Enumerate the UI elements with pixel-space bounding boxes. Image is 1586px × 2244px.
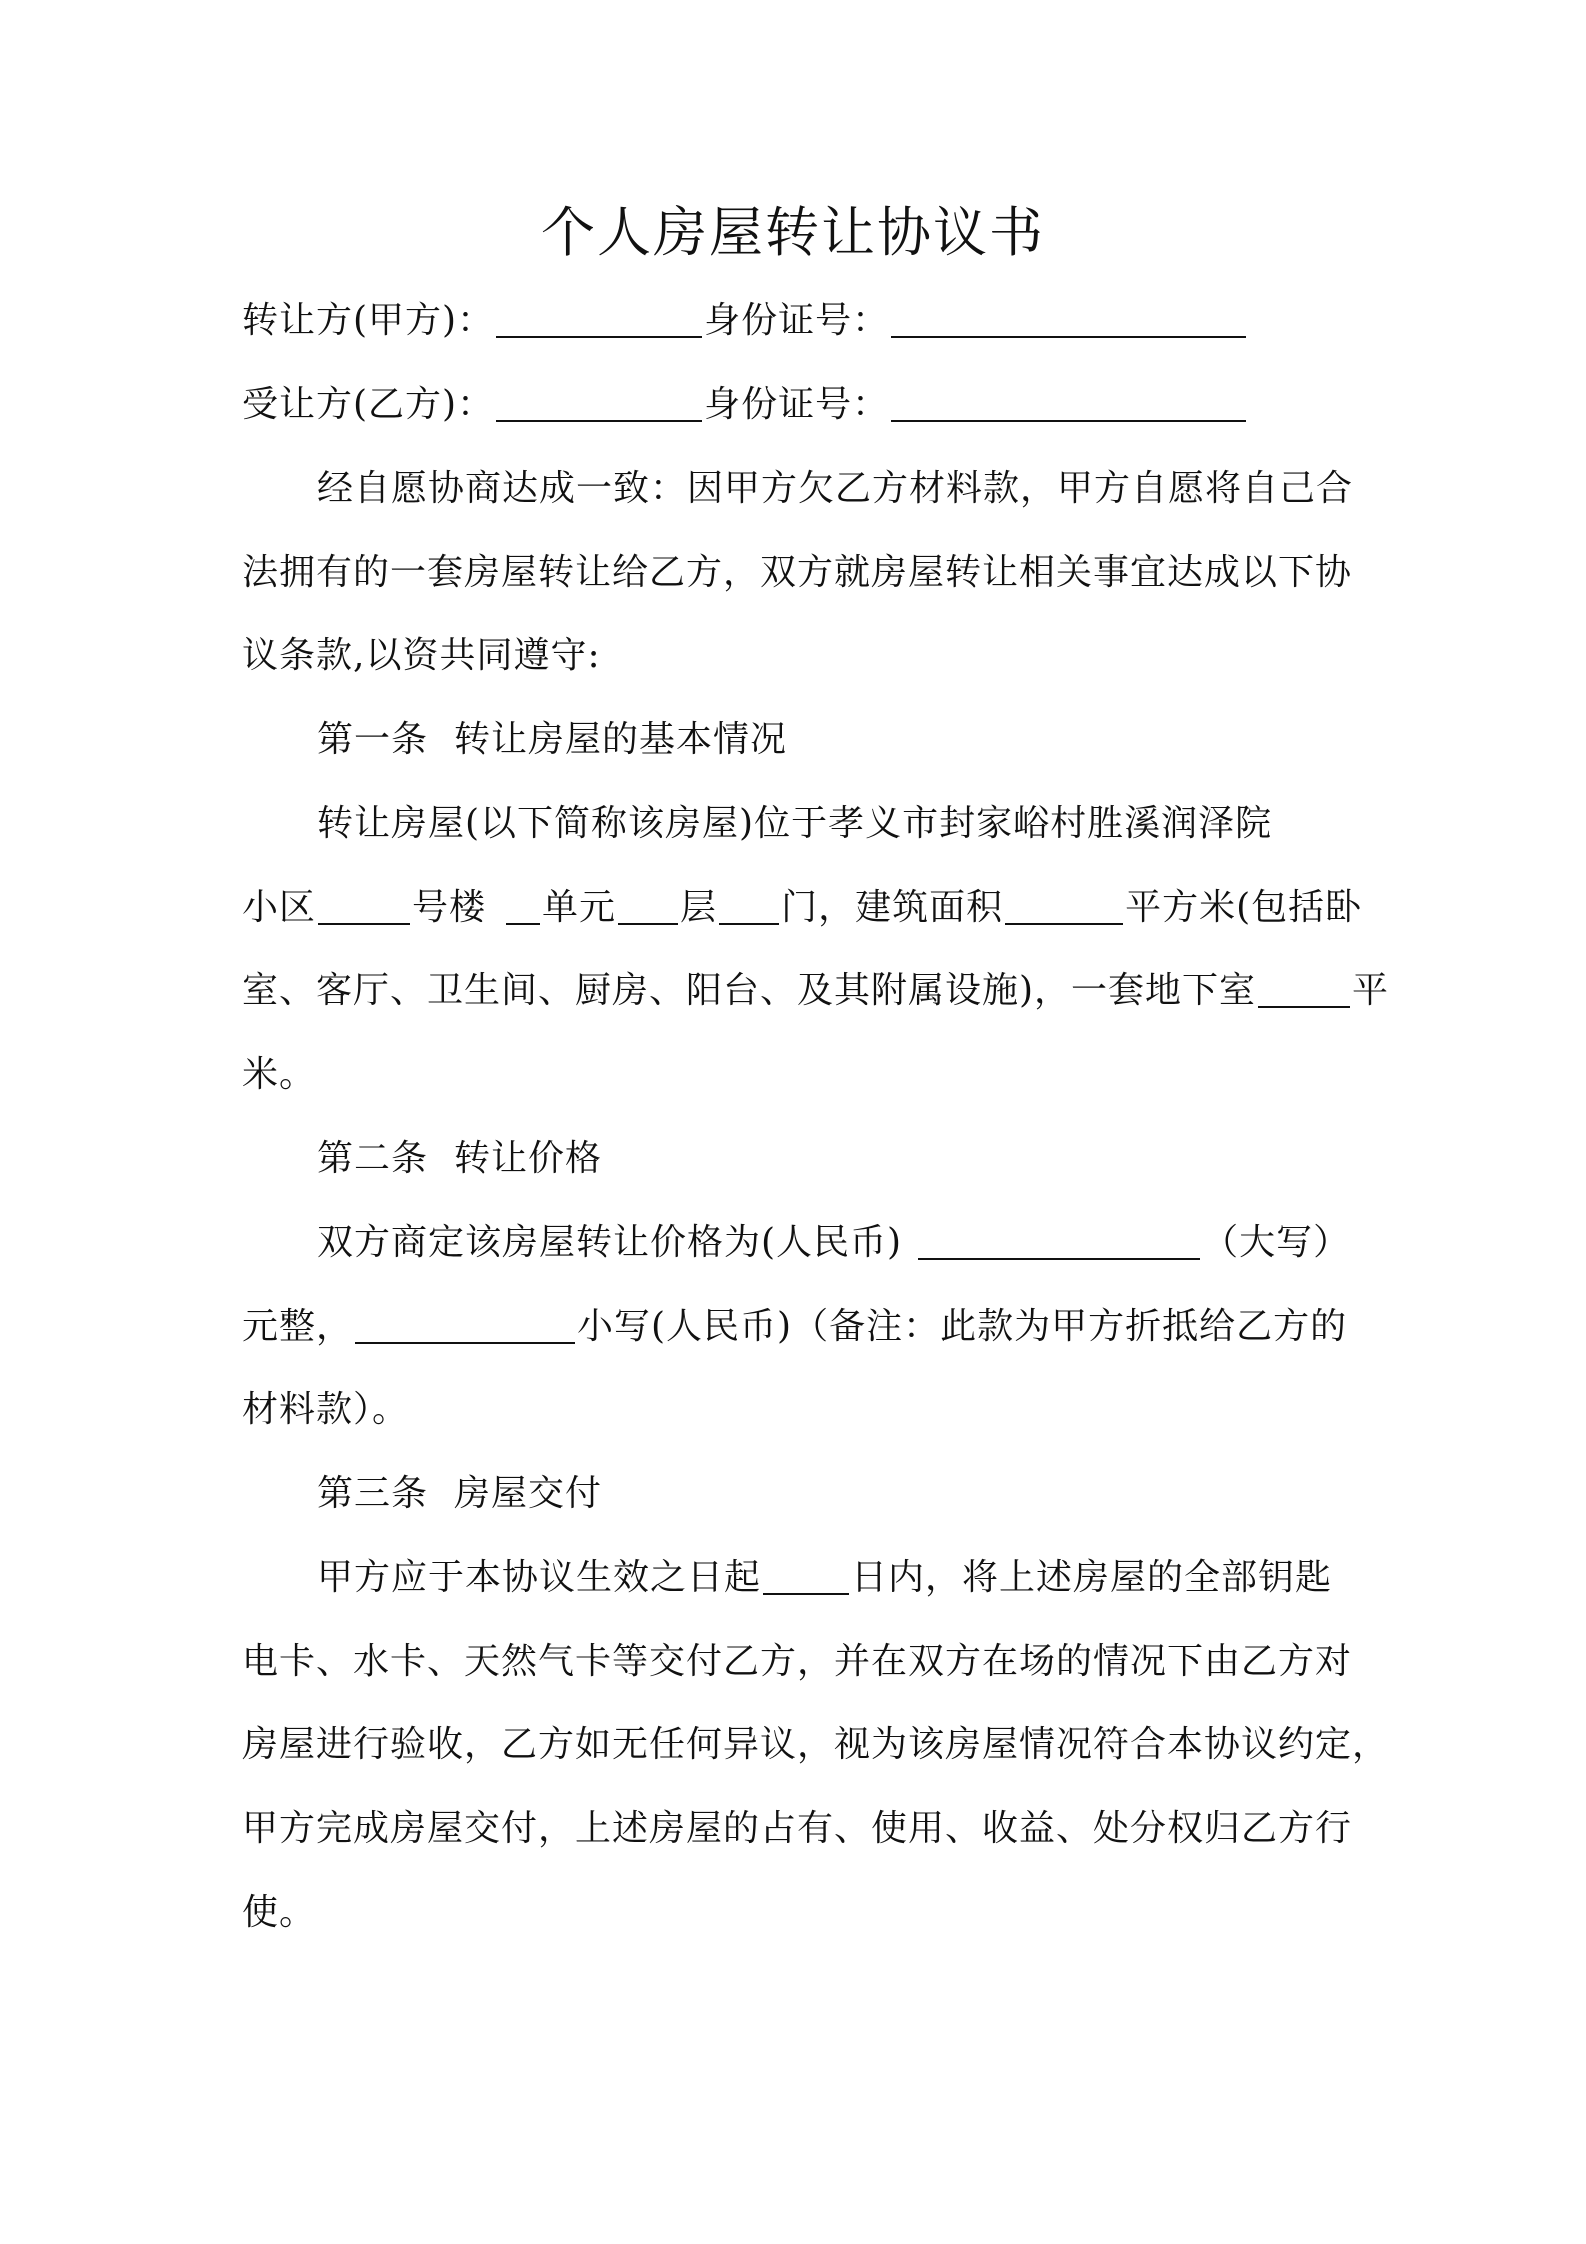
article2-title: 转让价格 — [454, 1138, 603, 1179]
transferor-name-blank[interactable] — [496, 302, 702, 338]
transferor-id-blank[interactable] — [891, 302, 1246, 338]
article1-number: 第一条 — [317, 719, 429, 760]
article2-line-1 — [317, 1218, 1350, 1268]
article2-text-price: 双方商定该房屋转让价格为(人民币) — [317, 1222, 903, 1263]
article1-line-3 — [242, 966, 1389, 1016]
article1-text-floor: 层 — [680, 887, 718, 928]
article1-line-1: 转让房屋(以下简称该房屋)位于孝义市封家峪村胜溪润泽院 — [317, 803, 1273, 844]
article1-line-2 — [242, 883, 1362, 933]
transferee-label: 受让方(乙方)： — [242, 384, 495, 425]
document-title: 个人房屋转让协议书 — [541, 201, 1045, 264]
article2-text-lowercase: 小写(人民币)（备注：此款为甲方折抵给乙方的 — [577, 1306, 1348, 1347]
transferor-label: 转让方(甲方)： — [242, 300, 495, 341]
article1-heading — [317, 715, 787, 765]
transferor-line — [242, 296, 1248, 346]
article1-text-community: 小区 — [242, 887, 317, 928]
price-uppercase-blank[interactable] — [918, 1224, 1200, 1260]
article2-text-yuan: 元整， — [242, 1306, 354, 1347]
area-blank[interactable] — [1005, 889, 1123, 925]
article1-text-sqm: 平方米(包括卧 — [1125, 887, 1363, 928]
price-lowercase-blank[interactable] — [355, 1308, 575, 1344]
article2-line-2 — [242, 1302, 1347, 1352]
article3-line-1 — [317, 1553, 1332, 1603]
transferor-id-label: 身份证号： — [704, 300, 890, 341]
article3-text-effective: 甲方应于本协议生效之日起 — [317, 1557, 762, 1598]
article2-number: 第二条 — [317, 1138, 429, 1179]
article1-text-rooms: 室、客厅、卫生间、厨房、阳台、及其附属设施)，一套地下室 — [242, 970, 1257, 1011]
preamble-line-2: 法拥有的一套房屋转让给乙方，双方就房屋转让相关事宜达成以下协 — [242, 552, 1353, 593]
article1-text-area: 门，建筑面积 — [781, 887, 1004, 928]
article3-heading — [317, 1469, 602, 1519]
article3-title: 房屋交付 — [454, 1473, 603, 1514]
preamble-line-1: 经自愿协商达成一致：因甲方欠乙方材料款，甲方自愿将自己合 — [317, 468, 1354, 509]
article3-line-3: 房屋进行验收，乙方如无任何异议，视为该房屋情况符合本协议约定， — [242, 1724, 1390, 1765]
article1-text-building: 号楼 — [412, 887, 487, 928]
door-blank[interactable] — [719, 889, 779, 925]
unit-blank[interactable] — [506, 889, 540, 925]
transferee-id-blank[interactable] — [891, 386, 1246, 422]
transferee-id-label: 身份证号： — [704, 384, 890, 425]
article2-heading — [317, 1134, 602, 1184]
building-number-blank[interactable] — [318, 889, 410, 925]
basement-area-blank[interactable] — [1258, 972, 1350, 1008]
floor-blank[interactable] — [618, 889, 678, 925]
article2-line-3: 材料款）。 — [242, 1389, 410, 1430]
article1-title: 转让房屋的基本情况 — [454, 719, 788, 760]
article1-text-unit: 单元 — [542, 887, 617, 928]
transferee-name-blank[interactable] — [496, 386, 702, 422]
transferee-line — [242, 380, 1248, 430]
article3-text-days: 日内，将上述房屋的全部钥匙 — [851, 1557, 1333, 1598]
article1-text-ping: 平 — [1352, 970, 1390, 1011]
article1-line-4: 米。 — [242, 1054, 317, 1095]
preamble-line-3: 议条款,以资共同遵守: — [242, 635, 601, 676]
article3-line-2: 电卡、水卡、天然气卡等交付乙方，并在双方在场的情况下由乙方对 — [242, 1641, 1353, 1682]
article3-number: 第三条 — [317, 1473, 429, 1514]
article3-line-5: 使。 — [242, 1892, 317, 1933]
delivery-days-blank[interactable] — [763, 1559, 849, 1595]
article2-text-uppercase: （大写） — [1202, 1222, 1351, 1263]
article3-line-4: 甲方完成房屋交付，上述房屋的占有、使用、收益、处分权归乙方行 — [242, 1808, 1353, 1849]
